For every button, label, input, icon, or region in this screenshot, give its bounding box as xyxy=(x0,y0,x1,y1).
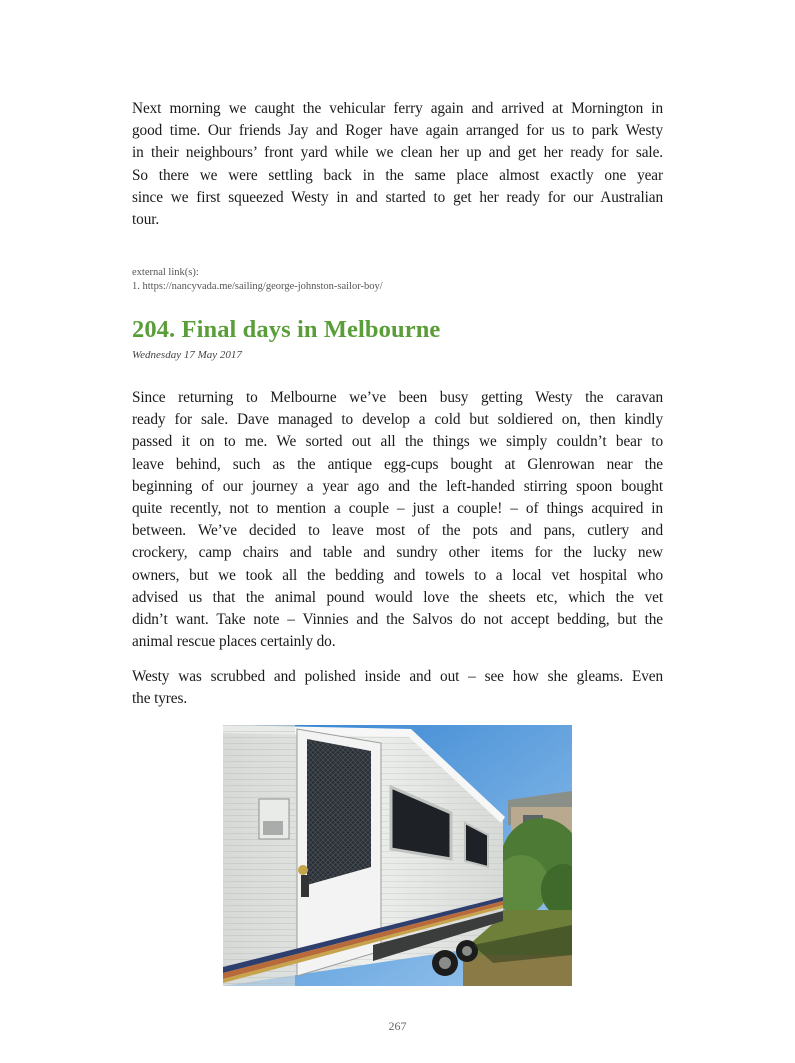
intro-line: since we first squeezed Westy in and started to get her ready for our Australian xyxy=(132,188,663,206)
paragraph-line: passed it on to me. We sorted out all the things we simply couldn’t bear to xyxy=(132,433,663,451)
external-link[interactable]: 1. https://nancyvada.me/sailing/george-johnston-sailor-boy/ xyxy=(132,281,383,292)
paragraph-line: owners, but we took all the bedding and towels to a local vet hospital who xyxy=(132,566,663,584)
paragraph-line: advised us that the animal pound would love the sheets etc, which the vet xyxy=(132,588,663,606)
paragraph-line: animal rescue places certainly do. xyxy=(132,633,336,651)
post-paragraph xyxy=(132,387,663,653)
paragraph-line: Since returning to Melbourne we’ve been busy getting Westy the caravan xyxy=(132,389,663,406)
intro-paragraph xyxy=(132,98,663,231)
paragraph-line: leave behind, such as the antique egg-cups bought at Glenrowan near the xyxy=(132,455,663,473)
intro-line: Next morning we caught the vehicular ferry again and arrived at Mornington in xyxy=(132,100,663,117)
external-links-label: external link(s): xyxy=(132,267,199,278)
external-links xyxy=(132,266,383,294)
paragraph-line: between. We’ve decided to leave most of the pots and pans, cutlery and xyxy=(132,522,663,540)
intro-line: So there we were settling back in the same place almost exactly one year xyxy=(132,166,663,184)
paragraph-line: crockery, camp chairs and table and sundry other items for the lucky new xyxy=(132,544,663,562)
post-paragraph xyxy=(132,666,663,710)
paragraph-line: Westy was scrubbed and polished inside and out – see how she gleams. Even xyxy=(132,668,663,685)
intro-line: good time. Our friends Jay and Roger have again arranged for us to park Westy xyxy=(132,122,663,140)
paragraph-line: quite recently, not to mention a couple – just a couple! – of things acquired in xyxy=(132,500,663,518)
post-title: 204. Final days in Melbourne xyxy=(132,316,441,343)
paragraph-line: the tyres. xyxy=(132,690,188,708)
paragraph-line: ready for sale. Dave managed to develop a cold but soldiered on, then kindly xyxy=(132,411,663,429)
paragraph-line: beginning of our journey a year ago and the left-handed stirring spoon bought xyxy=(132,477,663,495)
caravan-photo xyxy=(223,725,572,986)
intro-line: tour. xyxy=(132,211,160,229)
post-date: Wednesday 17 May 2017 xyxy=(132,349,242,361)
paragraph-line: didn’t want. Take note – Vinnies and the Salvos do not accept bedding, but the xyxy=(132,611,663,629)
page-number: 267 xyxy=(388,1019,407,1033)
intro-line: in their neighbours’ front yard while we clean her up and get her ready for sale. xyxy=(132,144,663,162)
